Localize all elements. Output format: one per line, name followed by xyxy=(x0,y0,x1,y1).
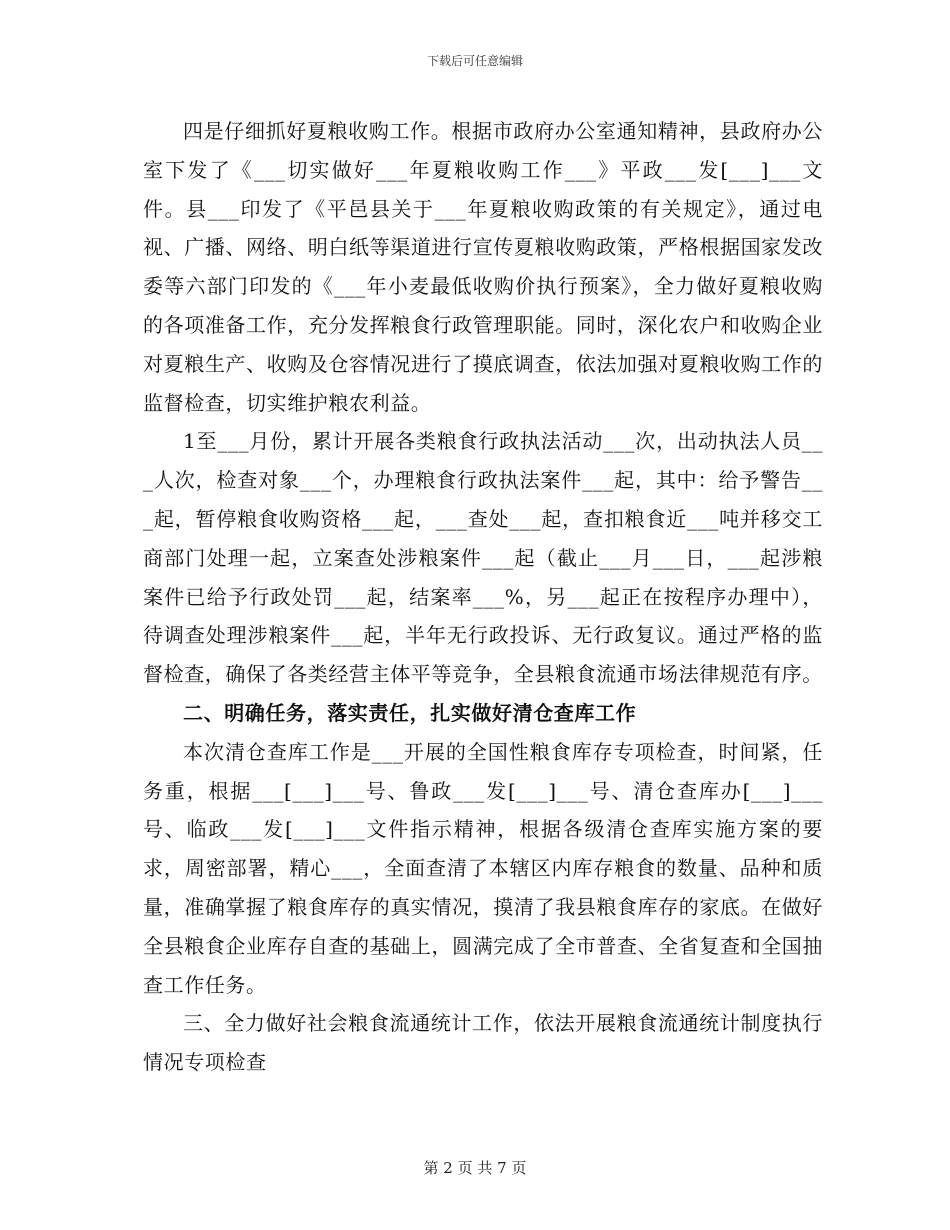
section3-title: 三、全力做好社会粮食流通统计工作，依法开展粮食流通统计制度执行情况专项检查 xyxy=(143,1011,823,1075)
paragraph-warehouse-check: 本次清仓查库工作是___开展的全国性粮食库存专项检查，时间紧，任务重，根据___[___]___号、鲁政___发[___]___号、清仓查库办[___]___号、临政___发[___]___文件指示精神，根据各级清仓查库实施方案的要求，周密部署，精心___，全面查清了本辖区内库存粮食的数量、品种和质量，准确掌握了粮食库存的真实情况，摸清了我县粮食库存的家底。在做好全县粮食企业库存自查的基础上，圆满完成了全市普查、全省复查和全国抽查工作任务。 xyxy=(143,739,823,997)
header-note: 下载后可任意编辑 xyxy=(426,54,523,68)
page-number-footer: 第 2 页 共 7 页 xyxy=(423,1159,527,1177)
paragraph-summer-grain: 四是仔细抓好夏粮收购工作。根据市政府办公室通知精神，县政府办公室下发了《___切实做好___年夏粮收购工作___》平政___发[___]___文件。县___印发了《平邑县关于___年夏粮收购政策的有关规定》，通过电视、广播、网络、明白纸等渠道进行宣传夏粮收购政策，严格根据国家发改委等六部门印发的《___年小麦最低收购价执行预案》，全力做好夏粮收购的各项准备工作，充分发挥粮食行政管理职能。同时，深化农户和收购企业对夏粮生产、收购及仓容情况进行了摸底调查，依法加强对夏粮收购工作的监督检查，切实维护粮农利益。 xyxy=(143,119,823,415)
document-body xyxy=(143,112,823,1082)
paragraph-enforcement-stats: 1至___月份，累计开展各类粮食行政执法活动___次，出动执法人员___人次，检查对象___个，办理粮食行政执法案件___起，其中：给予警告___起，暂停粮食收购资格___起，___查处___起，查扣粮食近___吨并移交工商部门处理一起，立案查处涉粮案件___起（截止___月___日，___起涉粮案件已给予行政处罚___起，结案率___%，另___起正在按程序办理中），待调查处理涉粮案件___起，半年无行政投诉、无行政复议。通过严格的监督检查，确保了各类经营主体平等竞争，全县粮食流通市场法律规范有序。 xyxy=(143,429,823,687)
section-heading: 二、明确任务，落实责任，扎实做好清仓查库工作 xyxy=(183,700,637,725)
